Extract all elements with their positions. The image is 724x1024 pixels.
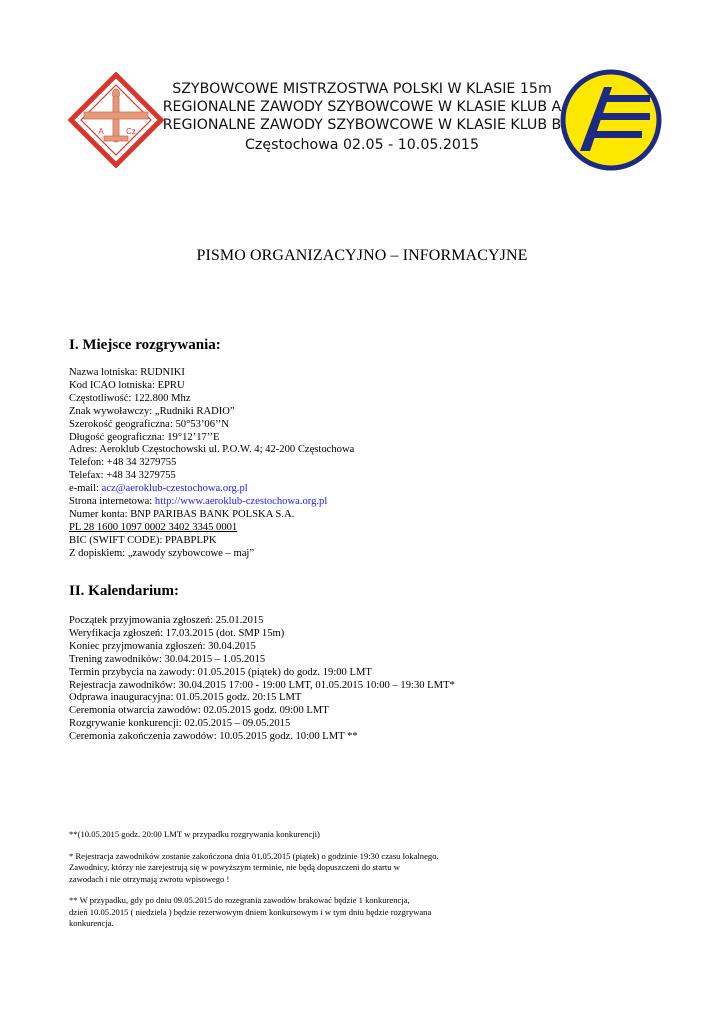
fax: Telefax: +48 34 3279755 xyxy=(69,470,176,482)
email-row xyxy=(69,483,354,496)
header-line-2: REGIONALNE ZAWODY SZYBOWCOWE W KLASIE KLUB A xyxy=(162,99,562,115)
website-label: Strona internetowa: xyxy=(69,496,155,508)
section-2-heading: II. Kalendarium: xyxy=(69,583,180,599)
address: Adres: Aeroklub Częstochowski ul. P.O.W. 4; 42-200 Częstochowa xyxy=(69,444,355,456)
website-link[interactable]: http://www.aeroklub-czestochowa.org.pl xyxy=(154,496,328,508)
venue-info xyxy=(69,367,354,561)
radio-frequency: Częstotliwość: 122.800 Mhz xyxy=(69,392,191,404)
footnote-reserve-day-line: konkurencja. xyxy=(69,918,114,928)
calendar-item: Koniec przyjmowania zgłoszeń: 30.04.2015 xyxy=(69,640,256,652)
calendar-list xyxy=(69,615,455,744)
latitude: Szerokość geograficzna: 50°53’06’’N xyxy=(69,418,229,430)
calendar-item: Rejestracja zawodników: 30.04.2015 17:00 - 19:00 LMT, 01.05.2015 10:00 – 19:30 LMT* xyxy=(69,679,455,691)
icao-code: Kod ICAO lotniska: EPRU xyxy=(69,379,185,391)
footnote-closing-time: **(10.05.2015 godz. 20:00 LMT w przypadku rozgrywania konkurencji) xyxy=(69,829,320,839)
email-link[interactable]: acz@aeroklub-czestochowa.org.pl xyxy=(101,483,248,495)
calendar-item: Początek przyjmowania zgłoszeń: 25.01.2015 xyxy=(69,615,264,626)
footnote-reserve-day-line: dzień 10.05.2015 ( niedziela ) będzie rezerwowym dniem konkursowym i w tym dniu będzie rozgrywana xyxy=(69,906,432,917)
footnote-registration-line: * Rejestracja zawodników zostanie zakończona dnia 01.05.2015 (piątek) o godzinie 19:30 czasu lokalnego. xyxy=(69,850,439,861)
email-label: e-mail: xyxy=(69,483,102,495)
calendar-item: Odprawa inauguracyjna: 01.05.2015 godz. 20:15 LMT xyxy=(69,692,302,704)
calendar-item: Ceremonia zakończenia zawodów: 10.05.2015 godz. 10:00 LMT ** xyxy=(69,731,358,743)
calendar-item: Ceremonia otwarcia zawodów: 02.05.2015 godz. 09:00 LMT xyxy=(69,705,329,717)
header-line-3: REGIONALNE ZAWODY SZYBOWCOWE W KLASIE KLUB B xyxy=(162,117,562,133)
longitude: Długość geograficzna: 19°12’17’’E xyxy=(69,431,220,443)
bic-code: BIC (SWIFT CODE): PPABPLPK xyxy=(69,534,217,546)
calendar-item: Weryfikacja zgłoszeń: 17.03.2015 (dot. SMP 15m) xyxy=(69,627,285,639)
logo-letter-cz: Cz xyxy=(126,127,136,136)
iban-number: PL 28 1600 1097 0002 3402 3345 0001 xyxy=(69,521,238,533)
calendar-item: Rozgrywanie konkurencji: 02.05.2015 – 09.05.2015 xyxy=(69,718,291,730)
calendar-item: Termin przybycia na zawody: 01.05.2015 (piątek) do godz. 19:00 LMT xyxy=(69,666,372,678)
footnote-registration-line: zawodach i nie otrzymają zwrotu wpisowego ! xyxy=(69,873,230,884)
airfield-name: Nazwa lotniska: RUDNIKI xyxy=(69,367,185,378)
logo-letter-a: A xyxy=(98,127,104,136)
aeroklub-polski-logo xyxy=(560,69,662,171)
phone: Telefon: +48 34 3279755 xyxy=(69,457,177,469)
payment-note: Z dopiskiem: „zawody szybowcowe – maj” xyxy=(69,547,255,559)
document-title: PISMO ORGANIZACYJNO – INFORMACYJNE xyxy=(196,247,528,264)
footnotes xyxy=(69,829,439,930)
event-header xyxy=(150,80,574,154)
calendar-item: Trening zawodników: 30.04.2015 – 1.05.2015 xyxy=(69,653,266,665)
header-line-1: SZYBOWCOWE MISTRZOSTWA POLSKI W KLASIE 15m xyxy=(172,81,552,97)
footnote-registration-line: Zawodnicy, którzy nie zarejestrują się w powyższym terminie, nie będą dopuszczeni do startu w xyxy=(69,862,400,872)
event-dates: Częstochowa 02.05 - 10.05.2015 xyxy=(245,137,479,153)
website-row xyxy=(69,496,354,509)
section-1-heading: I. Miejsce rozgrywania: xyxy=(69,337,221,353)
footnote-reserve-day-line: ** W przypadku, gdy po dniu 09.05.2015 do rozegrania zawodów brakować będzie 1 konkurencja, xyxy=(69,895,410,905)
bank-account: Numer konta: BNP PARIBAS BANK POLSKA S.A. xyxy=(69,508,295,520)
radio-callsign: Znak wywoławczy: „Rudniki RADIO” xyxy=(69,405,235,417)
